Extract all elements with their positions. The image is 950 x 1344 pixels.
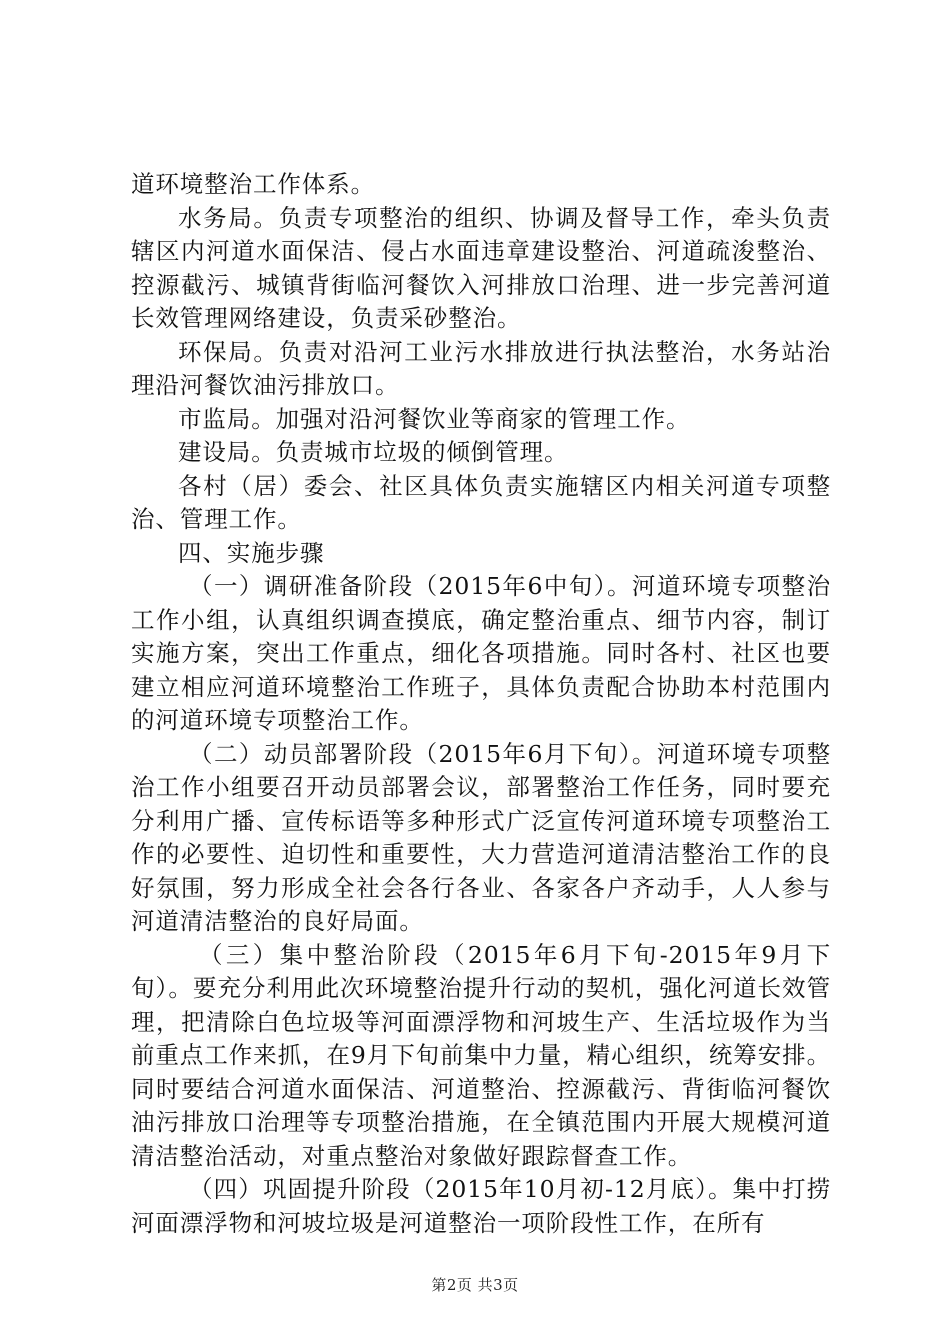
paragraph-construction-bureau: 建设局。负责城市垃圾的倾倒管理。: [178, 438, 569, 466]
paragraph-water-bureau: 水务局。负责专项整治的组织、协调及督导工作，牵头负责辖区内河道水面保洁、侵占水面违章建设整治、河道疏浚整治、控源截污、城镇背街临河餐饮入河排放口治理、进一步完善河道长效管理网络建设，负责采砂整治。: [131, 203, 831, 332]
section-heading-steps: 四、实施步骤: [178, 538, 325, 567]
paragraph-step-4: （四）巩固提升阶段（2015年10月初-12月底）。集中打捞河面漂浮物和河坡垃圾是河道整治一项阶段性工作，在所有: [131, 1175, 831, 1237]
paragraph-continuation: 道环境整治工作体系。: [131, 170, 375, 198]
paragraph-step-1: （一）调研准备阶段（2015年6中旬）。河道环境专项整治工作小组，认真组织调查摸底，确定整治重点、细节内容，制订实施方案，突出工作重点，细化各项措施。同时各村、社区也要建立相应河道环境整治工作班子，具体负责配合协助本村范围内的河道环境专项整治工作。: [131, 572, 831, 734]
paragraph-step-3: （三）集中整治阶段（2015年6月下旬-2015年9月下旬）。要充分利用此次环境整治提升行动的契机，强化河道长效管理，把清除白色垃圾等河面漂浮物和河坡生产、生活垃圾作为当前重点工作来抓，在9月下旬前集中力量，精心组织，统筹安排。同时要结合河道水面保洁、河道整治、控源截污、背街临河餐饮油污排放口治理等专项整治措施，在全镇范围内开展大规模河道清洁整治活动，对重点整治对象做好跟踪督查工作。: [131, 940, 831, 1170]
document-body: [131, 168, 831, 1240]
paragraph-market-bureau: 市监局。加强对沿河餐饮业等商家的管理工作。: [178, 404, 691, 433]
paragraph-village-committees: 各村（居）委会、社区具体负责实施辖区内相关河道专项整治、管理工作。: [131, 471, 831, 533]
paragraph-step-2: （二）动员部署阶段（2015年6月下旬）。河道环境专项整治工作小组要召开动员部署会议，部署整治工作任务，同时要充分利用广播、宣传标语等多种形式广泛宣传河道环境专项整治工作的必要性、迫切性和重要性，大力营造河道清洁整治工作的良好氛围，努力形成全社会各行各业、各家各户齐动手，人人参与河道清洁整治的良好局面。: [131, 739, 831, 935]
paragraph-environment-bureau: 环保局。负责对沿河工业污水排放进行执法整治，水务站治理沿河餐饮油污排放口。: [131, 337, 831, 399]
page-number-footer: 第2页 共3页: [431, 1276, 519, 1294]
